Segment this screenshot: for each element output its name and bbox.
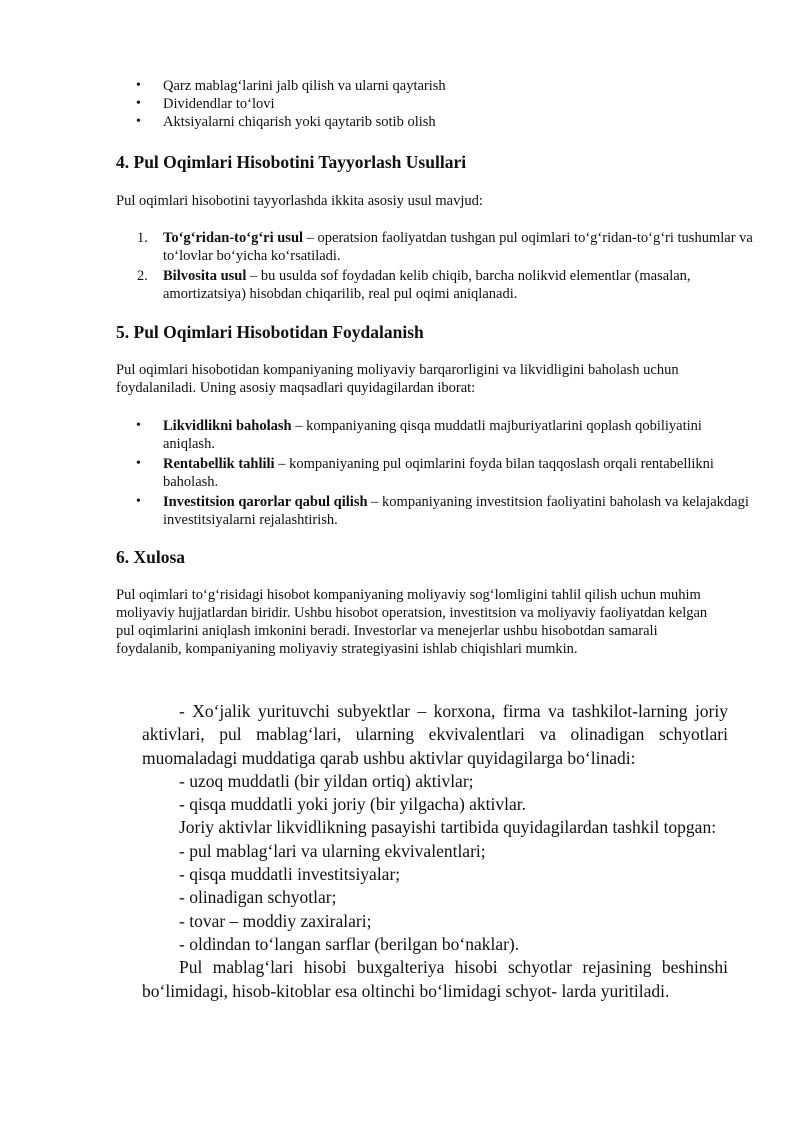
body-text-block <box>142 700 728 1003</box>
list-item: 1. To‘g‘ridan-to‘g‘ri usul – operatsion faoliyatdan tushgan pul oqimlari to‘g‘ridan-to‘g‘ri tushumlar va to‘lovlar bo‘yicha ko‘rsatiladi. <box>137 230 753 264</box>
list-item: 2. Bilvosita usul – bu usulda sof foydadan kelib chiqib, barcha nolikvid elementlar (masalan, amortizatsiya) hisobdan chiqarilib, real pul oqimi aniqlanadi. <box>137 268 691 302</box>
bullet-icon: • <box>136 114 141 129</box>
section-4-heading: 4. Pul Oqimlari Hisobotini Tayyorlash Usullari <box>116 152 467 172</box>
list-item: • Aktsiyalarni chiqarish yoki qaytarib sotib olish <box>136 114 436 130</box>
body-line-4: - qisqa muddatli investitsiyalar; <box>179 864 401 885</box>
list-item: • Qarz mablag‘larini jalb qilish va ularni qaytarish <box>136 78 446 94</box>
body-paragraph-3: Pul mablag‘lari hisobi buxgalteriya hisobi schyotlar rejasining beshinshi bo‘limidagi, hisob-kitoblar esa oltinchi bo‘limidagi schyot- larda yuritiladi. <box>142 957 728 1001</box>
bullet-icon: • <box>136 456 141 471</box>
body-line-5: - olinadigan schyotlar; <box>179 887 337 908</box>
section-6-text: Pul oqimlari to‘g‘risidagi hisobot kompaniyaning moliyaviy sog‘lomligini tahlil qilish uchun muhim moliyaviy hujjatlardan biridir. Ushbu hisobot operatsion, investitsion va moliyaviy faoliyatdan kelgan pul oqimlarini aniqlash imkonini beradi. Investorlar va menejerlar ushbu hisobotdan samarali foydalanib, kompaniyaning moliyaviy strategiyasini ishlab chiqishlari mumkin. <box>116 587 708 657</box>
bullet-icon: • <box>136 494 141 509</box>
section-6-heading: 6. Xulosa <box>116 547 186 567</box>
body-paragraph-2: Joriy aktivlar likvidlikning pasayishi tartibida quyidagilardan tashkil topgan: <box>179 817 717 838</box>
top-bullet-list <box>116 77 756 131</box>
body-line-2: - qisqa muddatli yoki joriy (bir yilgacha) aktivlar. <box>179 794 527 815</box>
body-line-7: - oldindan to‘langan sarflar (berilgan bo‘naklar). <box>179 933 520 954</box>
section-4-intro: Pul oqimlari hisobotini tayyorlashda ikkita asosiy usul mavjud: <box>116 193 483 209</box>
bullet-icon: • <box>136 78 141 93</box>
section-5-intro: Pul oqimlari hisobotidan kompaniyaning moliyaviy barqarorligini va likvidligini baholash uchun foydalaniladi. Uning asosiy maqsadlari quyidagilardan iborat: <box>116 362 679 396</box>
body-line-1: - uzoq muddatli (bir yildan ortiq) aktivlar; <box>179 770 474 791</box>
list-item: • Likvidlikni baholash – kompaniyaning qisqa muddatli majburiyatlarini qoplash qobiliyatini aniqlash. <box>136 418 702 452</box>
bullet-icon: • <box>136 96 141 111</box>
list-item: • Dividendlar to‘lovi <box>136 96 275 112</box>
body-line-3: - pul mablag‘lari va ularning ekvivalentlari; <box>179 840 486 861</box>
list-item: • Investitsion qarorlar qabul qilish – kompaniyaning investitsion faoliyatini baholash va kelajakdagi investitsiyalarni rejalashtirish. <box>136 494 749 528</box>
body-paragraph-1: - Xo‘jalik yurituvchi subyektlar – korxona, firma va tashkilot-larning joriy aktivlari, pul mablag‘lari, ularning ekvivalentlari va olinadigan schyotlari muomaladagi muddatiga qarab ushbu aktivlar quyidagilarga bo‘linadi: <box>142 701 728 768</box>
body-line-6: - tovar – moddiy zaxiralari; <box>179 910 372 931</box>
list-item: • Rentabellik tahlili – kompaniyaning pul oqimlarini foyda bilan taqqoslash orqali rentabellikni baholash. <box>136 456 714 490</box>
section-5-heading: 5. Pul Oqimlari Hisobotidan Foydalanish <box>116 322 424 342</box>
bullet-icon: • <box>136 418 141 433</box>
section-5-purpose-list <box>116 417 756 529</box>
section-4-method-list <box>116 229 756 303</box>
